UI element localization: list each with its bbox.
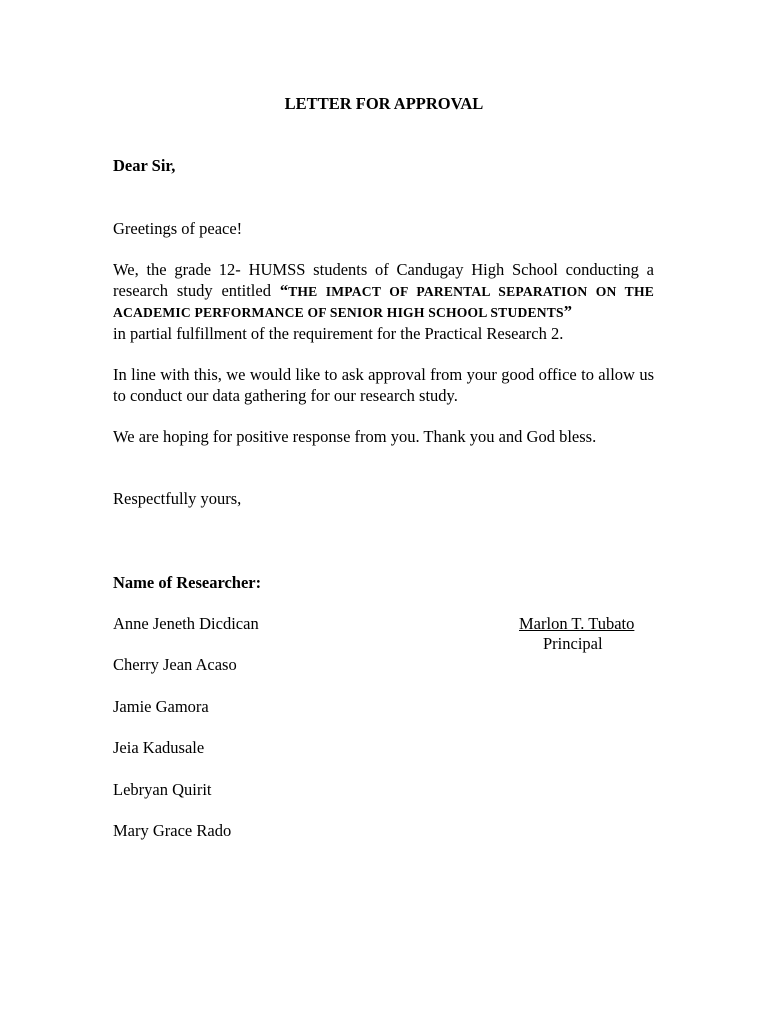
letter-title: LETTER FOR APPROVAL <box>284 94 484 113</box>
paragraph-approval: In line with this, we would like to ask approval from your good office to allow us to conduct our data gathering for our research study. <box>113 365 654 405</box>
paragraph-lead: We, the grade 12- HUMSS students of Candugay High School conducting a research study entitled <box>113 260 654 300</box>
researcher-name: Mary Grace Rado <box>113 821 232 840</box>
researcher-name: Lebryan Quirit <box>113 780 212 799</box>
researcher-name: Cherry Jean Acaso <box>113 655 237 674</box>
study-title: THE IMPACT OF PARENTAL SEPARATION ON THE ACADEMIC PERFORMANCE OF SENIOR HIGH SCHOOL STUDENTS <box>113 283 654 321</box>
paragraph-request <box>113 260 654 345</box>
approver-title: Principal <box>543 634 603 653</box>
researcher-name: Jeia Kadusale <box>113 738 205 757</box>
paragraph-tail: in partial fulfillment of the requirement for the Practical Research 2. <box>113 324 564 344</box>
open-quote: “ <box>279 280 289 300</box>
researcher-name: Anne Jeneth Dicdican <box>113 614 259 633</box>
paragraph-thanks: We are hoping for positive response from you. Thank you and God bless. <box>113 427 597 446</box>
greeting: Greetings of peace! <box>113 219 243 238</box>
close-quote: ” <box>563 302 573 322</box>
salutation: Dear Sir, <box>113 156 176 175</box>
researchers-heading: Name of Researcher: <box>113 573 262 592</box>
approver-name: Marlon T. Tubato <box>519 614 635 633</box>
closing: Respectfully yours, <box>113 489 242 508</box>
researcher-name: Jamie Gamora <box>113 697 209 716</box>
